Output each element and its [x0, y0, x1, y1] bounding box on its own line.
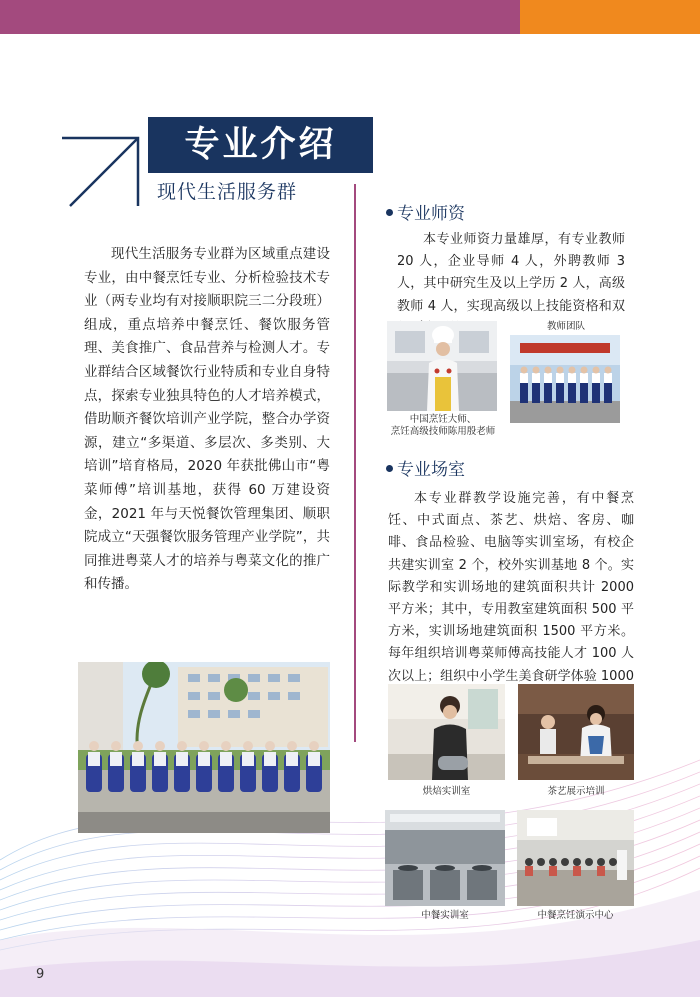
- facilities-heading-label: 专业场室: [397, 460, 465, 480]
- demo-center-photo: [517, 810, 634, 906]
- team-caption: 教师团队: [546, 321, 585, 332]
- teachers-heading: [386, 199, 465, 224]
- chef-caption: [383, 414, 503, 438]
- facilities-heading: [386, 455, 465, 480]
- chef-photo: [387, 321, 497, 411]
- top-accent-bar: [520, 0, 700, 34]
- teachers-paragraph: 本专业师资力量雄厚，有专业教师 20 人，企业导师 4 人，外聘教师 3 人，其中研究生及以上学历 2 人，高级教师 4 人，实现高级以上技能资格和双: [397, 232, 625, 314]
- bullet-icon: [386, 465, 393, 472]
- group-photo: [78, 662, 330, 833]
- top-color-bar: [0, 0, 520, 34]
- chef-caption-line2: 烹饪高级技师陈用殷老师: [390, 426, 496, 437]
- page-number: 9: [36, 967, 45, 982]
- column-divider: [354, 184, 356, 742]
- teachers-heading-label: 专业师资: [397, 204, 465, 224]
- chef-caption-line1: 中国烹饪大师、: [409, 414, 477, 425]
- page-subtitle: 现代生活服务群: [157, 181, 298, 203]
- facilities-paragraph: 本专业群教学设施完善，有中餐烹饪、中式面点、茶艺、烘焙、客房、咖啡、食品检验、电脑等实训室场，有校企共建实训室 2 个，校外实训基地 8 个。实际教学和实训场地的建筑面积共计 2000 平方米；其中，专用教室建筑面积 500 平方米，实训场地建筑面积 1500 平方米。每年组织培训粤菜师傅高技能人才 100 人次以上；组织中小学生美食研学体验 1000: [388, 491, 634, 684]
- demo-center-caption: 中餐烹饪演示中心: [537, 910, 614, 921]
- corner-arrow-decoration: [60, 130, 150, 210]
- chinese-kitchen-photo: [385, 810, 505, 906]
- chinese-kitchen-caption: 中餐实训室: [421, 910, 469, 921]
- title-banner: [148, 117, 373, 173]
- baking-room-photo: [388, 684, 505, 780]
- baking-room-caption: 烘焙实训室: [422, 786, 471, 797]
- page-title: 专业介绍: [184, 125, 337, 165]
- team-photo: [510, 335, 620, 423]
- tea-art-caption: 茶艺展示培训: [547, 786, 605, 797]
- tea-art-photo: [518, 684, 634, 780]
- bullet-icon: [386, 209, 393, 216]
- intro-paragraph: 现代生活服务专业群为区域重点建设专业，由中餐烹饪专业、分析检验技术专业（两专业均有对接顺职院三二分段班）组成，重点培养中餐烹饪、餐饮服务管理、美食推广、食品营养与检测人才。专业群结合区域餐饮行业特质和专业自身特点，探索专业独具特色的人才培养模式，借助顺齐餐饮培训产业学院，整合办学资源，建立“多渠道、多层次、多类别、大培训”培育格局，2020 年获批佛山市“粤菜师傅”培训基地，获得 60 万建设资金，2021 年与天悦餐饮管理集团、顺职院成立“天强餐饮服务管理产业学院”，共同推进粤菜人才的培养与粤菜文化的推广和传播。: [84, 246, 330, 593]
